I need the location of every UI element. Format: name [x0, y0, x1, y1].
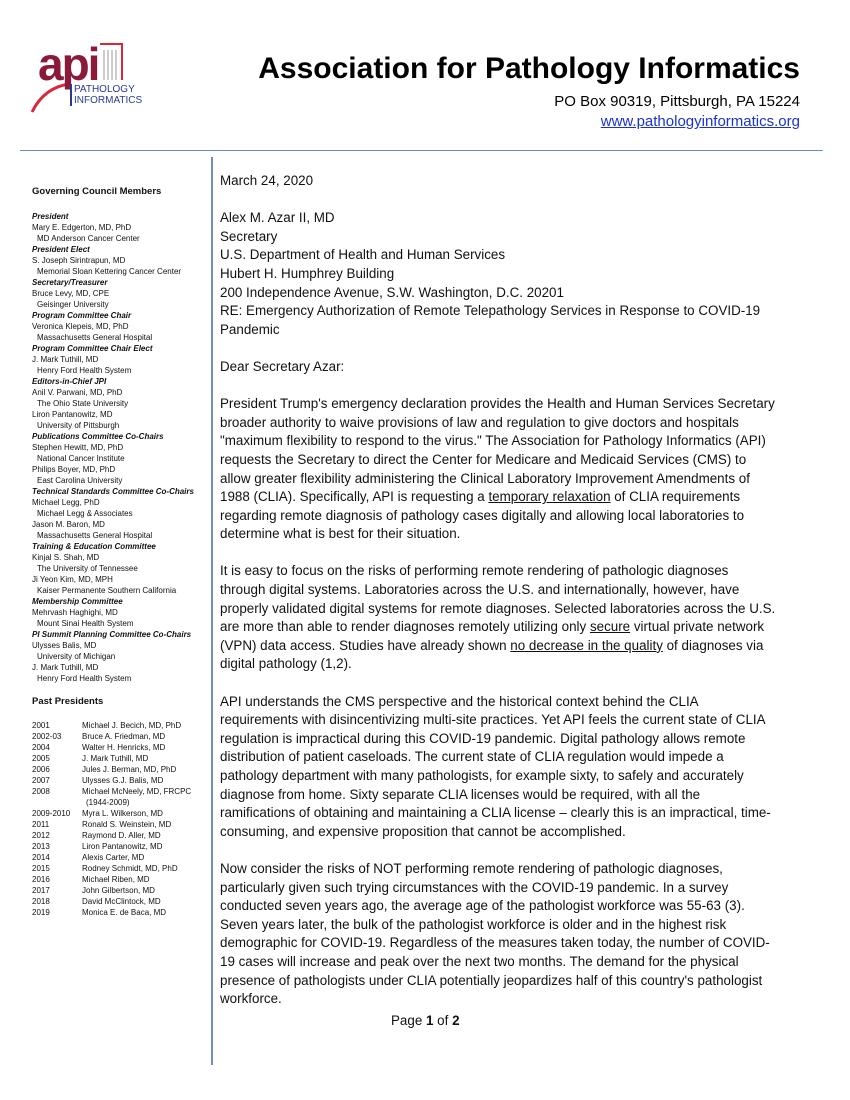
- past-president-name: Jules J. Berman, MD, PhD: [82, 765, 177, 774]
- council-member-affiliation: Henry Ford Health System: [37, 674, 132, 683]
- past-president-row: [32, 764, 207, 775]
- text-line: particularly given such trying circumstances with the COVID-19 pandemic. In a survey: [220, 879, 729, 895]
- text-line: allow greater flexibility administering the Clinical Laboratory Improvement Amendments of: [220, 470, 750, 486]
- past-president-year: 2004: [32, 743, 50, 752]
- emphasis-no-decrease: no decrease in the quality: [510, 637, 663, 653]
- council-member-affiliation: Massachusetts General Hospital: [37, 531, 153, 540]
- council-role: Secretary/Treasurer: [32, 278, 108, 287]
- council-member-affiliation: National Cancer Institute: [37, 454, 125, 463]
- council-role: Membership Committee: [32, 597, 123, 606]
- past-president-row: [32, 742, 207, 753]
- org-address: PO Box 90319, Pittsburgh, PA 15224: [554, 93, 800, 110]
- past-president-name: Michael McNeely, MD, FRCPC: [82, 787, 192, 796]
- past-president-name: Michael J. Becich, MD, PhD: [82, 721, 182, 730]
- text-line: broader authority to waive provisions of law and regulation to give doctors and hospitals: [220, 414, 739, 430]
- past-president-row: [32, 797, 207, 808]
- council-member-name: Ji Yeon Kim, MD, MPH: [32, 575, 113, 584]
- text-line: ramifications of obtaining and maintaining a CLIA license – clearly this is an impractical, time-: [220, 805, 771, 821]
- council-role: President Elect: [32, 245, 90, 254]
- past-president-row: [32, 885, 207, 896]
- page-label: Page: [391, 1013, 426, 1028]
- text-line: [220, 488, 805, 507]
- past-president-year: 2006: [32, 765, 50, 774]
- council-member-name: J. Mark Tuthill, MD: [32, 355, 99, 364]
- council-member-name: Stephen Hewitt, MD, PhD: [32, 443, 124, 452]
- past-president-year: 2014: [32, 853, 50, 862]
- text-line: API understands the CMS perspective and the historical context behind the CLIA: [220, 693, 699, 709]
- past-president-name: Raymond D. Aller, MD: [82, 831, 161, 840]
- text-line: 19 cases will increase and peak over the next two months. The demand for the physical: [220, 953, 739, 969]
- text-line: conducted seven years ago, the average age of the pathologist workforce was 55-63 (3).: [220, 898, 745, 914]
- council-member-affiliation: The University of Tennessee: [37, 564, 138, 573]
- text-span: of diagnoses via: [662, 637, 764, 653]
- org-website-link[interactable]: www.pathologyinformatics.org: [600, 113, 800, 130]
- council-member-affiliation: MD Anderson Cancer Center: [37, 234, 140, 243]
- logo-sub-line2: INFORMATICS: [74, 95, 143, 106]
- past-president-row: [32, 720, 207, 731]
- text-line: diagnose from home. Sixty separate CLIA licenses would be required, with all the: [220, 786, 701, 802]
- council-member-name: Kinjal S. Shah, MD: [32, 553, 100, 562]
- past-president-row: [32, 852, 207, 863]
- past-president-name: Ulysses G.J. Balis, MD: [82, 776, 164, 785]
- past-president-row: [32, 786, 207, 797]
- text-line: requests the Secretary to direct the Center for Medicare and Medicaid Services (CMS) to: [220, 451, 747, 467]
- past-president-row: [32, 863, 207, 874]
- past-president-year: [32, 797, 82, 808]
- text-line: through digital systems. Laboratories across the U.S. and internationally, however, have: [220, 582, 740, 598]
- text-line: Now consider the risks of NOT performing remote rendering of pathologic diagnoses,: [220, 860, 723, 876]
- past-president-name: J. Mark Tuthill, MD: [82, 754, 149, 763]
- past-president-year: 2013: [32, 842, 50, 851]
- council-member-affiliation: Massachusetts General Hospital: [37, 333, 153, 342]
- council-member-affiliation: Henry Ford Health System: [37, 366, 132, 375]
- past-president-year: 2011: [32, 820, 50, 829]
- past-president-year: 2017: [32, 886, 50, 895]
- recipient-line: Secretary: [220, 228, 278, 244]
- council-role: PI Summit Planning Committee Co-Chairs: [32, 630, 192, 639]
- council-member-affiliation: Geisinger University: [37, 300, 109, 309]
- council-member-name: Philips Boyer, MD, PhD: [32, 465, 116, 474]
- past-president-year: 2012: [32, 831, 50, 840]
- api-logo: [30, 38, 143, 118]
- past-president-row: [32, 841, 207, 852]
- past-president-name: Myra L. Wilkerson, MD: [82, 809, 163, 818]
- salutation: Dear Secretary Azar:: [220, 358, 345, 374]
- council-member-affiliation: University of Michigan: [37, 652, 116, 661]
- council-member-name: Michael Legg, PhD: [32, 498, 100, 507]
- council-member-name: Veronica Klepeis, MD, PhD: [32, 322, 129, 331]
- past-president-row: [32, 819, 207, 830]
- text-line: demographic for COVID-19. Regardless of the measures taken today, the number of COVID-: [220, 935, 770, 951]
- text-line: [220, 637, 805, 656]
- past-president-name: John Gilbertson, MD: [82, 886, 155, 895]
- recipient-line: Hubert H. Humphrey Building: [220, 265, 395, 281]
- org-name: Association for Pathology Informatics: [258, 52, 800, 85]
- past-president-row: [32, 907, 207, 918]
- text-line: workforce.: [220, 991, 282, 1007]
- text-line: distribution of patient caseloads. The current state of CLIA regulation would impede a: [220, 749, 724, 765]
- past-president-name: (1944-2009): [86, 798, 130, 807]
- council-member-affiliation: East Carolina University: [37, 476, 123, 485]
- council-member-name: Ulysses Balis, MD: [32, 641, 97, 650]
- council-member-name: Jason M. Baron, MD: [32, 520, 105, 529]
- header-divider: [20, 150, 823, 151]
- past-president-year: 2009-2010: [32, 809, 71, 818]
- emphasis-temporary-relaxation: temporary relaxation: [488, 489, 611, 505]
- council-member-name: Mehrvash Haghighi, MD: [32, 608, 118, 617]
- text-line: presence of pathologists under CLIA potentially jeopardizes half of this country's pathologist: [220, 972, 763, 988]
- past-president-row: [32, 731, 207, 742]
- past-president-year: 2016: [32, 875, 50, 884]
- past-president-name: Walter H. Henricks, MD: [82, 743, 166, 752]
- past-president-name: Bruce A. Friedman, MD: [82, 732, 166, 741]
- past-president-year: 2007: [32, 776, 50, 785]
- past-president-row: [32, 830, 207, 841]
- re-line: RE: Emergency Authorization of Remote Telepathology Services in Response to COVID-19: [220, 303, 761, 319]
- past-president-name: Ronald S. Weinstein, MD: [82, 820, 172, 829]
- past-president-row: [32, 808, 207, 819]
- page-current: 1: [426, 1013, 434, 1028]
- council-role: President: [32, 212, 69, 221]
- recipient-line: 200 Independence Avenue, S.W. Washington, D.C. 20201: [220, 284, 564, 300]
- recipient-line: U.S. Department of Health and Human Services: [220, 247, 506, 263]
- past-president-year: 2018: [32, 897, 50, 906]
- page-total: 2: [452, 1013, 460, 1028]
- past-president-name: Liron Pantanowitz, MD: [82, 842, 163, 851]
- past-president-row: [32, 874, 207, 885]
- text-span: virtual private network: [630, 619, 765, 635]
- council-role: Technical Standards Committee Co-Chairs: [32, 487, 194, 496]
- text-line: pathology department with many pathologists, for example sixty, to safely and accurately: [220, 768, 744, 783]
- past-president-name: David McClintock, MD: [82, 897, 161, 906]
- past-president-year: 2001: [32, 721, 50, 730]
- text-span: 1988 (CLIA). Specifically, API is requesting a: [220, 489, 489, 505]
- past-president-row: [32, 896, 207, 907]
- text-span: (VPN) data access. Studies have already shown: [220, 637, 511, 653]
- logo-mark: api: [38, 38, 99, 90]
- text-line: regulation is impractical during this COVID-19 pandemic. Digital pathology allows remote: [220, 730, 746, 746]
- past-president-year: 2019: [32, 908, 50, 917]
- council-member-affiliation: The Ohio State University: [37, 399, 129, 408]
- text-line: It is easy to focus on the risks of performing remote rendering of pathologic diagnoses: [220, 563, 729, 579]
- council-member-affiliation: Michael Legg & Associates: [37, 509, 133, 518]
- council-member-affiliation: Kaiser Permanente Southern California: [37, 586, 177, 595]
- past-president-name: Monica E. de Baca, MD: [82, 908, 167, 917]
- paragraph-1: [220, 395, 805, 544]
- council-role: Publications Committee Co-Chairs: [32, 432, 164, 441]
- logo-bars-icon: [98, 42, 124, 82]
- recipient-line: Alex M. Azar II, MD: [220, 210, 335, 226]
- council-role: Program Committee Chair: [32, 311, 132, 320]
- past-president-year: 2002-03: [32, 732, 62, 741]
- text-line: "maximum flexibility to respond to the virus." The Association for Pathology Informatics (API): [220, 433, 766, 449]
- emphasis-secure: secure: [589, 619, 631, 635]
- council-member-name: Mary E. Edgerton, MD, PhD: [32, 223, 132, 232]
- text-line: Seven years later, the bulk of the pathologist workforce is older and in the highest risk: [220, 916, 727, 932]
- council-member-affiliation: Memorial Sloan Kettering Cancer Center: [37, 267, 182, 276]
- paragraph-2: [220, 562, 805, 674]
- past-president-row: [32, 775, 207, 786]
- text-line: digital pathology (1,2).: [220, 656, 352, 672]
- text-line: determine what is best for their situation.: [220, 526, 461, 542]
- paragraph-3: [220, 693, 805, 842]
- text-line: President Trump's emergency declaration provides the Health and Human Services Secretary: [220, 396, 775, 412]
- sidebar: [32, 186, 207, 918]
- text-span: of CLIA requirements: [610, 489, 741, 505]
- text-line: consuming, and expensive proposition that cannot be accomplished.: [220, 823, 626, 839]
- past-president-year: 2008: [32, 787, 50, 796]
- past-president-name: Alexis Carter, MD: [82, 853, 145, 862]
- text-span: are more than able to render diagnoses remotely utilizing only: [220, 619, 590, 635]
- council-list: [32, 211, 207, 684]
- logo-subtitle: [70, 84, 142, 106]
- council-role: Training & Education Committee: [32, 542, 156, 551]
- council-role: Program Committee Chair Elect: [32, 344, 153, 353]
- logo-sub-line1: PATHOLOGY: [74, 84, 135, 95]
- council-member-name: S. Joseph Sirintrapun, MD: [32, 256, 126, 265]
- past-president-row: [32, 753, 207, 764]
- council-member-name: Anil V. Parwani, MD, PhD: [32, 388, 123, 397]
- council-role: Editors-in-Chief JPI: [32, 377, 107, 386]
- letter-date: March 24, 2020: [220, 173, 314, 188]
- sidebar-divider: [211, 157, 213, 1065]
- text-line: properly validated digital systems for remote diagnoses. Selected laboratories across the U.S.: [220, 600, 776, 616]
- past-president-year: 2005: [32, 754, 50, 763]
- past-president-name: Rodney Schmidt, MD, PhD: [82, 864, 178, 873]
- past-presidents-title: Past Presidents: [32, 696, 104, 707]
- past-president-year: 2015: [32, 864, 50, 873]
- page-number: [391, 1013, 460, 1028]
- council-member-name: Liron Pantanowitz, MD: [32, 410, 113, 419]
- text-line: [220, 618, 805, 637]
- past-presidents-list: [32, 720, 207, 918]
- council-member-affiliation: University of Pittsburgh: [37, 421, 120, 430]
- paragraph-4: [220, 860, 805, 1009]
- past-president-name: Michael Riben, MD: [82, 875, 150, 884]
- text-line: regarding remote diagnosis of pathology cases digitally and allowing local laboratories to: [220, 507, 745, 523]
- council-member-name: J. Mark Tuthill, MD: [32, 663, 99, 672]
- page-of: of: [433, 1013, 453, 1028]
- council-member-name: Bruce Levy, MD, CPE: [32, 289, 110, 298]
- council-member-affiliation: Mount Sinai Health System: [37, 619, 134, 628]
- re-line: Pandemic: [220, 321, 280, 337]
- letter-body: [220, 172, 805, 1009]
- council-title: Governing Council Members: [32, 186, 162, 197]
- text-line: requirements with disincentivizing multi-site practices. Yet API feels the current state of CLIA: [220, 712, 766, 728]
